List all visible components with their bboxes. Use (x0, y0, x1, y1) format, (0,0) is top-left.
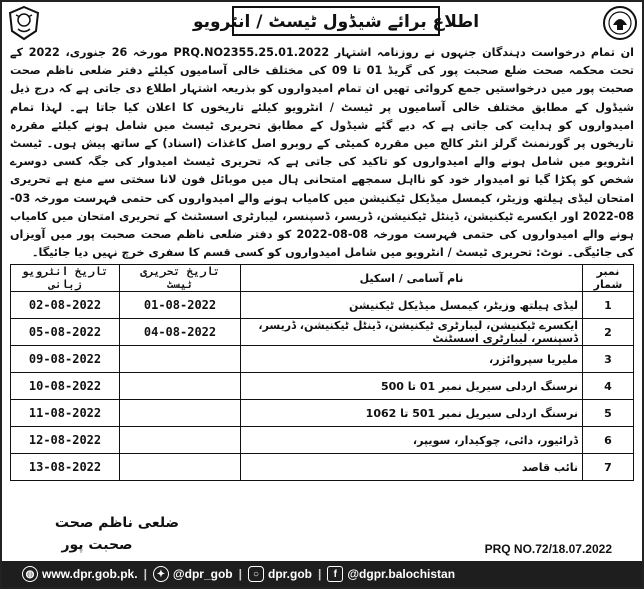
serial-number-cell: 7 (583, 454, 634, 481)
interview-date-cell: 09-08-2022 (11, 346, 120, 373)
globe-icon: ◍ (22, 566, 38, 582)
serial-number-cell: 4 (583, 373, 634, 400)
post-name-cell: ملیریا سپروائزر، (241, 346, 583, 373)
serial-number-cell: 2 (583, 319, 634, 346)
website-link[interactable]: www.dpr.gob.pk. (42, 567, 138, 581)
notice-title-box (192, 6, 480, 36)
interview-date-cell: 11-08-2022 (11, 400, 120, 427)
post-name-cell: ایکسرے ٹیکنیشن، لیبارٹری ٹیکنیشن، ڈینٹل ٹیکنیشن، ڈریسر، ڈسپنسر، لیبارٹری اسسٹنٹ (241, 319, 583, 346)
table-row (11, 346, 634, 373)
table-row (11, 400, 634, 427)
post-name-cell: ڈرائیور، دائی، چوکیدار، سویپر، (241, 427, 583, 454)
signature-block (42, 512, 192, 556)
table-row (11, 373, 634, 400)
written-date-cell (120, 454, 241, 481)
facebook-icon: f (327, 566, 343, 582)
serial-number-cell: 6 (583, 427, 634, 454)
twitter-icon: ✦ (153, 566, 169, 582)
post-name-cell: نائب قاصد (241, 454, 583, 481)
footer-divider: | (238, 567, 242, 581)
department-seal-logo (602, 5, 638, 41)
instagram-handle[interactable]: dpr.gob (267, 567, 312, 581)
footer-instagram[interactable] (248, 566, 312, 582)
table-row (11, 427, 634, 454)
serial-number-cell: 5 (583, 400, 634, 427)
interview-date-cell: 12-08-2022 (11, 427, 120, 454)
footer-divider: | (317, 567, 322, 581)
header-interview-date: تاریخ انٹرویو زبانی (11, 265, 120, 292)
twitter-handle[interactable]: @dpr_gob (172, 567, 233, 581)
instagram-icon: ○ (248, 566, 264, 582)
government-emblem-logo (6, 5, 42, 41)
facebook-handle[interactable]: @dgpr.balochistan (347, 567, 456, 581)
interview-date-cell: 05-08-2022 (11, 319, 120, 346)
table-row (11, 319, 634, 346)
notice-header (2, 2, 642, 42)
table-row (11, 454, 634, 481)
signature-location: صحبت پور (61, 537, 133, 553)
footer-bar (2, 561, 642, 587)
header-written-date: تاریخ تحریری ٹیسٹ (120, 265, 241, 292)
notice-paragraph: ان تمام درخواست دہندگان جنہوں نے روزنامہ اشتہار PRQ.NO2355.25.01.2022 مورخہ 26 جنوری، 2022 کے تحت محکمہ صحت ضلع صحبت پور کی گریڈ 01 تا 09 کی مختلف خالی آسامیوں کیلئے دفتر ضلعی ناظم صحت صحبت پور میں درخواستیں جمع کروائی تھیں ان تمام امیدواروں کو بذریعہ اشتہار اطلاع دی جاتی ہے کہ درج ذیل شیڈول کے مطابق مختلف خالی آسامیوں پر ٹیسٹ / انٹرویو کیلئے تاریخوں کا اعلان کیا جاتا ہے۔ لہذا تمام امیدواروں کو ہدایت کی جاتی ہے کہ دیے گئے شیڈول کے مطابق تحریری ٹیسٹ میں شامل ہونے کیلئے مقررہ تاریخوں پر گورنمنٹ گرلز انٹر کالج میں مقررہ کمیٹی کے روبرو اصل کاغذات (اسناد) کے ساتھ پیش ہوں۔ ٹیسٹ انٹرویو میں شامل ہونے والے امیدواروں کو تاکید کی جاتی ہے کہ تحریری ٹیسٹ امیدوار کی جگہ کسی دوسرے شخص کو پکڑا گیا تو امیدوار خود کو نااہل سمجھے امتحانی ہال میں موبائل فون لانا سختی سے منع ہے تحریری امتحان لیڈی ہیلتھ وزیٹر، کیمسل میڈیکل ٹیکنیشن میں کامیاب ہونے والے امیدواروں کی حتمی فہرست مورخہ 03-08-2022 اور ایکسرے ٹیکنیشن، ڈینٹل ٹیکنیشن، ڈریسر، ڈسپنسر، لیبارٹری اسسٹنٹ کے تحریری امتحان میں کامیاب ہونے والے امیدواروں کی حتمی فہرست مورخہ 08-08-2022 کو دفتر ضلعی ناظم صحت صحبت پور میں آویزاں کی جائیگی۔ نوٹ: تحریری ٹیسٹ / انٹرویو میں شامل امیدواروں کو کسی قسم کا سفری خرچ نہیں دیا جائیگا۔ (10, 46, 634, 260)
interview-date-cell: 13-08-2022 (11, 454, 120, 481)
schedule-table (10, 264, 634, 481)
written-date-cell (120, 373, 241, 400)
header-serial-number: نمبر شمار (583, 265, 634, 292)
footer-facebook[interactable] (327, 566, 455, 582)
post-name-cell: نرسنگ اردلی سیریل نمبر 01 تا 500 (241, 373, 583, 400)
interview-date-cell: 02-08-2022 (11, 292, 120, 319)
footer-divider: | (143, 567, 147, 581)
header-post-name: نام آسامی / اسکیل (241, 265, 583, 292)
notice-title: اطلاع برائے شیڈول ٹیسٹ / انٹرویو (192, 11, 480, 32)
post-name-cell: نرسنگ اردلی سیریل نمبر 501 تا 1062 (241, 400, 583, 427)
written-date-cell (120, 400, 241, 427)
interview-date-cell: 10-08-2022 (11, 373, 120, 400)
footer-twitter[interactable] (153, 566, 233, 582)
prq-number: PRQ NO.72/18.07.2022 (484, 542, 612, 556)
table-header-row (11, 265, 634, 292)
written-date-cell (120, 346, 241, 373)
written-date-cell (120, 427, 241, 454)
written-date-cell: 01-08-2022 (120, 292, 241, 319)
signature-designation: ضلعی ناظم صحت (54, 515, 180, 531)
table-row (11, 292, 634, 319)
serial-number-cell: 3 (583, 346, 634, 373)
footer-website[interactable] (22, 566, 138, 582)
post-name-cell: لیڈی ہیلتھ وزیٹر، کیمسل میڈیکل ٹیکنیشن (241, 292, 583, 319)
written-date-cell: 04-08-2022 (120, 319, 241, 346)
serial-number-cell: 1 (583, 292, 634, 319)
